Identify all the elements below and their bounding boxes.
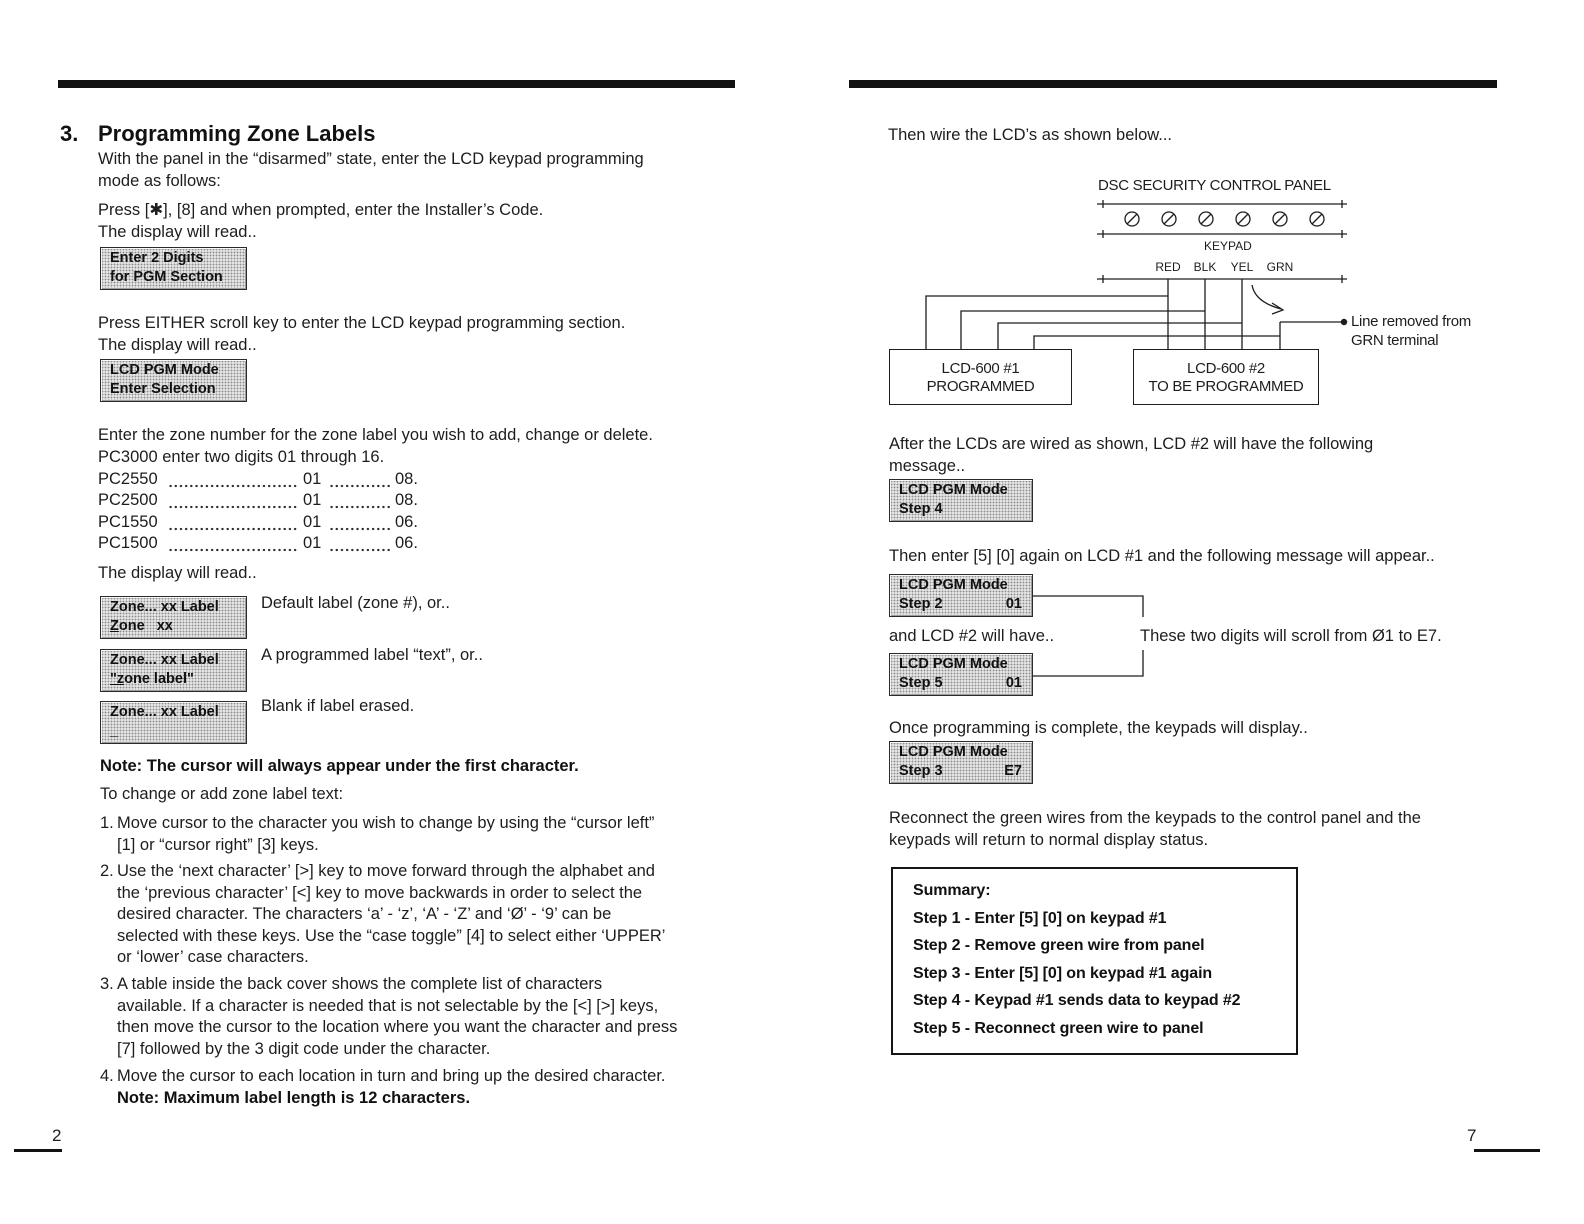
lcd2-will-have: and LCD #2 will have.. [889, 627, 1055, 645]
lcd-caption: Default label (zone #), or.. [261, 594, 450, 612]
after-wired-paragraph [889, 433, 1373, 477]
after-wired-line: message.. [889, 457, 966, 475]
lcd-line-1: Zone... xx Label [110, 652, 219, 668]
summary-step: Step 1 - Enter [5] [0] on keypad #1 [913, 909, 1167, 927]
lcd-line-1: LCD PGM Mode [110, 362, 219, 378]
summary-step: Step 2 - Remove green wire from panel [913, 937, 1205, 955]
zone-range-row [98, 511, 438, 533]
lcd-display [889, 741, 1033, 784]
lcd-line-2: Zone xx [110, 618, 173, 634]
removed-wire-arrow [1252, 285, 1283, 314]
dot-leader [168, 489, 297, 511]
instruction-text [117, 813, 654, 856]
wire-intro: Then wire the LCD’s as shown below... [888, 126, 1173, 144]
instruction-text [117, 974, 677, 1060]
lcd-display [889, 653, 1033, 696]
terminal-screw-icon [1199, 212, 1213, 226]
instruction-text [117, 1066, 666, 1109]
scroll-key-line: The display will read.. [98, 336, 257, 354]
lcd600-name: LCD-600 #1 [941, 360, 1020, 377]
lcd-line-2 [899, 762, 1022, 781]
reconnect-line: Reconnect the green wires from the keypads to the control panel and the [889, 809, 1421, 827]
instruction-line: the ‘previous character’ [<] key to move backwards in order to select the [117, 883, 643, 902]
instruction-line: desired character. The characters ‘a’ - ‘z’, ‘A’ - ‘Z’ and ‘Ø’ - ‘9’ can be [117, 905, 612, 923]
dot-leader [329, 489, 390, 511]
right-page-number-rule [1474, 1149, 1540, 1152]
zone-first: 01 [303, 534, 322, 552]
scroll-key-paragraph [98, 312, 625, 356]
lcd-value: 01 [1005, 596, 1022, 612]
panel-model: PC2550 [98, 470, 158, 488]
terminal-screw-icon [1125, 212, 1139, 226]
dot-leader [168, 468, 297, 490]
lcd-display [889, 479, 1033, 522]
scroll-key-line: Press EITHER scroll key to enter the LCD keypad programming section. [98, 314, 626, 332]
lcd-display [100, 247, 247, 290]
right-page-number: 7 [1467, 1126, 1477, 1145]
zone-first: 01 [303, 491, 322, 509]
lcd-line-2: Enter Selection [110, 381, 216, 397]
lcd-line-1: LCD PGM Mode [899, 656, 1008, 672]
cursor-note: Note: The cursor will always appear under the first character. [100, 757, 579, 775]
after-wired-line: After the LCDs are wired as shown, LCD #2 will have the following [889, 435, 1374, 453]
lcd-line-2: Step 4 [899, 501, 943, 517]
summary-box [891, 867, 1298, 1055]
grn-callout [1351, 312, 1471, 350]
instruction-number: 3. [100, 975, 114, 993]
summary-step: Step 3 - Enter [5] [0] on keypad #1 again [913, 964, 1213, 982]
panel-title: DSC SECURITY CONTROL PANEL [1098, 177, 1331, 194]
instruction-line: selected with these keys. Use the “case toggle” [4] to select either ‘UPPER’ [117, 926, 666, 945]
zone-number-line: PC3000 enter two digits 01 through 16. [98, 448, 385, 466]
lcd-line-1: LCD PGM Mode [899, 482, 1008, 498]
instruction-line: Move cursor to the character you wish to change by using the “cursor left” [117, 814, 655, 832]
summary-title: Summary: [913, 882, 991, 899]
instruction-line: then move the cursor to the location where you want the character and press [117, 1018, 678, 1036]
terminal-screw-icon [1310, 212, 1324, 226]
lcd600-unit-2 [1133, 349, 1319, 405]
left-page-number-rule [14, 1149, 62, 1152]
zone-last: 08. [395, 470, 418, 488]
wire-color-green: GRN [1266, 260, 1294, 274]
instruction-line: available. If a character is needed that is not selectable by the [<] [>] keys, [117, 996, 659, 1015]
terminal-screw-icon [1273, 212, 1287, 226]
callout-line: Line removed from [1351, 313, 1471, 330]
reconnect-line: keypads will return to normal display status. [889, 831, 1209, 849]
lcd-display [100, 701, 247, 744]
instruction-number: 2. [100, 862, 114, 880]
lcd600-unit-1 [889, 349, 1072, 405]
dot-leader [168, 511, 297, 533]
summary-step: Step 5 - Reconnect green wire to panel [913, 1019, 1204, 1037]
summary-step: Step 4 - Keypad #1 sends data to keypad #2 [913, 992, 1241, 1010]
dot-leader [168, 532, 297, 554]
wire-color-red: RED [1155, 260, 1181, 274]
dot-leader [329, 468, 390, 490]
instruction-line: [1] or “cursor right” [3] keys. [117, 835, 319, 854]
lcd-line-2: "zone label" [110, 671, 194, 687]
dot-leader [329, 532, 390, 554]
terminal-screw-icon [1236, 212, 1250, 226]
lcd-caption: A programmed label “text”, or.. [261, 646, 483, 664]
max-length-note: Note: Maximum label length is 12 characters. [117, 1088, 471, 1107]
lcd-line-2: for PGM Section [110, 269, 223, 285]
lcd600-name: LCD-600 #2 [1187, 360, 1265, 377]
wire-color-yellow: YEL [1230, 260, 1254, 274]
wire-color-black: BLK [1193, 260, 1217, 274]
instruction-line: Move the cursor to each location in turn and bring up the desired character. [117, 1067, 666, 1085]
lcd-step: Step 3 [899, 763, 943, 779]
lcd-line-1: Zone... xx Label [110, 599, 219, 615]
instruction-number: 1. [100, 814, 114, 832]
lcd600-status: TO BE PROGRAMMED [1148, 378, 1304, 395]
zone-last: 08. [395, 491, 418, 509]
zone-range-row [98, 489, 438, 511]
enter-code-paragraph [98, 199, 543, 243]
enter-code-line: The display will read.. [98, 223, 257, 241]
zone-first: 01 [303, 513, 322, 531]
lcd-line-1: LCD PGM Mode [899, 577, 1008, 593]
reconnect-paragraph [889, 807, 1421, 851]
instruction-line: or ‘lower’ case characters. [117, 948, 309, 966]
intro-paragraph [98, 148, 644, 192]
lcd-value: E7 [1004, 763, 1022, 779]
instruction-text [117, 861, 665, 969]
display-will-read: The display will read.. [98, 564, 257, 582]
instruction-line: A table inside the back cover shows the complete list of characters [117, 975, 603, 993]
panel-model: PC2500 [98, 491, 158, 509]
wire-green [1034, 322, 1280, 349]
enter-again: Then enter [5] [0] again on LCD #1 and the following message will appear.. [889, 547, 1435, 565]
intro-line: With the panel in the “disarmed” state, enter the LCD keypad programming [98, 150, 644, 168]
zone-number-paragraph [98, 424, 653, 468]
dot-leader [329, 511, 390, 533]
zone-range-row [98, 468, 438, 490]
lcd-value: 01 [1005, 675, 1022, 691]
lcd-line-2 [899, 595, 1022, 614]
zone-last: 06. [395, 513, 418, 531]
intro-line: mode as follows: [98, 172, 221, 190]
lcd-line-1: Enter 2 Digits [110, 250, 204, 266]
enter-code-line: Press [✱], [8] and when prompted, enter the Installer’s Code. [98, 201, 544, 219]
lcd-line-1: Zone... xx Label [110, 704, 219, 720]
panel-model: PC1500 [98, 534, 158, 552]
lcd-display [100, 359, 247, 402]
callout-line: GRN terminal [1351, 332, 1439, 349]
lcd600-status: PROGRAMMED [926, 378, 1035, 395]
scroll-note: These two digits will scroll from Ø1 to E7. [1140, 627, 1442, 645]
section-title: Programming Zone Labels [98, 121, 376, 146]
zone-first: 01 [303, 470, 322, 488]
wire-red [926, 279, 1168, 349]
panel-model: PC1550 [98, 513, 158, 531]
lcd-caption: Blank if label erased. [261, 697, 415, 715]
left-page-number: 2 [52, 1126, 62, 1145]
instruction-line: Use the ‘next character’ [>] key to move forward through the alphabet and [117, 862, 655, 880]
right-page-top-rule [849, 80, 1497, 88]
lcd-line-1: LCD PGM Mode [899, 744, 1008, 760]
callout-dot [1341, 319, 1346, 324]
lcd-display [889, 574, 1033, 617]
lcd-step: Step 2 [899, 596, 943, 612]
lcd-step: Step 5 [899, 675, 943, 691]
change-intro: To change or add zone label text: [100, 785, 344, 803]
left-page-top-rule [58, 80, 735, 88]
zone-last: 06. [395, 534, 418, 552]
lcd-line-2 [899, 674, 1022, 693]
lcd-display [100, 596, 247, 639]
programming-complete: Once programming is complete, the keypads will display.. [889, 719, 1308, 737]
lcd-display [100, 649, 247, 692]
terminal-screw-icon [1162, 212, 1176, 226]
lcd-line-2: _ [110, 723, 119, 739]
zone-range-row [98, 532, 438, 554]
section-number: 3. [60, 121, 79, 146]
instruction-number: 4. [100, 1067, 114, 1085]
instruction-line: [7] followed by the 3 digit code under the character. [117, 1039, 491, 1058]
keypad-label: KEYPAD [1204, 239, 1252, 253]
zone-number-line: Enter the zone number for the zone label you wish to add, change or delete. [98, 426, 653, 444]
